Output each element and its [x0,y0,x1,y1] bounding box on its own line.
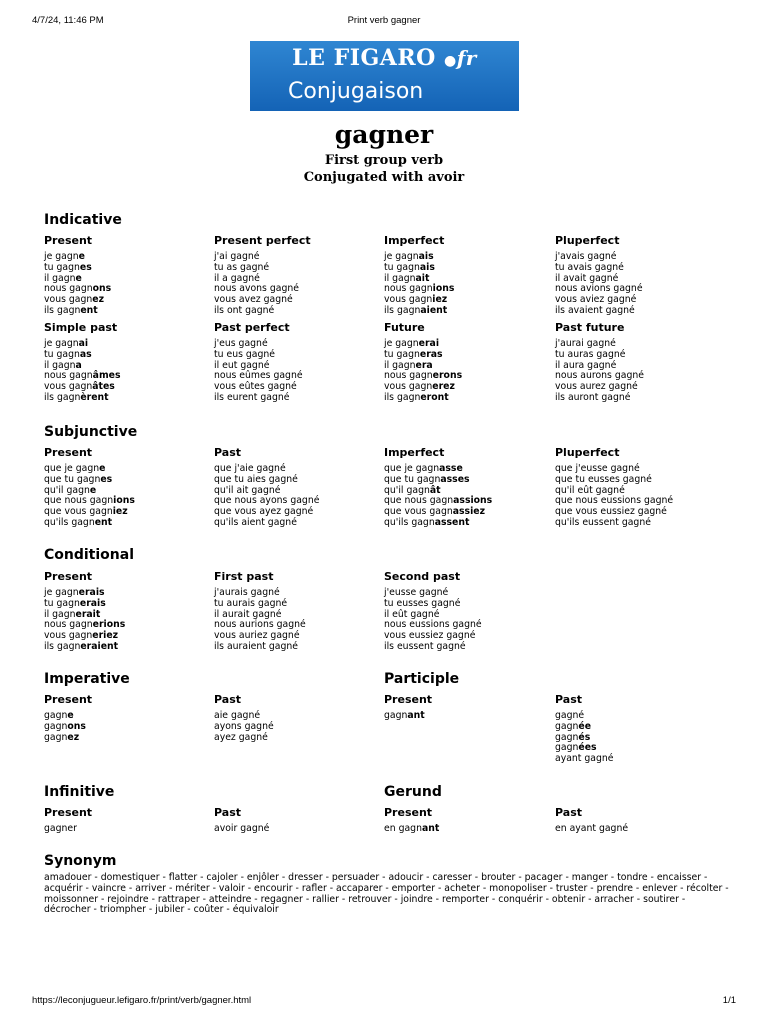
conjugated-form: que nous gagnions [44,495,135,507]
tense-block [555,234,720,317]
form-ending: ait [415,272,430,284]
conjugated-form: nous eûmes gagné [214,370,303,382]
conjugated-form: nous gagnons [44,283,112,295]
conjugated-form: je gagne [44,251,85,262]
form-ending: ât [429,484,441,496]
form-ending: erez [432,381,455,393]
tense-block [214,806,379,835]
tense-name: Present [384,693,433,706]
form-ending: e [67,710,74,721]
tense-name: Future [384,321,425,334]
tense-name: First past [214,570,274,583]
form-ending: âmes [92,370,121,382]
conjugated-form: il gagnera [384,359,433,371]
tense-block [44,321,209,404]
conjugated-form: que j'aie gagné [214,463,286,474]
conjugated-form: gagnées [555,742,597,754]
conjugated-form: tu gagnas [44,348,92,360]
mood-gerund: Gerund [384,784,442,800]
conjugated-form: qu'il gagnât [384,484,441,496]
conjugated-form: que nous gagnassions [384,495,493,507]
conjugated-form: que vous gagnassiez [384,506,485,518]
tense-name: Present [44,570,93,583]
form-ending: iez [432,294,448,306]
conjugated-form: tu gagnes [44,261,92,273]
conjugated-form: il eût gagné [384,608,440,620]
conjugated-form: gagnez [44,731,80,743]
conjugated-form: que j'eusse gagné [555,463,640,474]
tense-block [555,693,720,765]
conjugated-form: qu'ils eussent gagné [555,516,651,528]
conjugated-form: qu'il gagne [44,484,97,496]
conjugated-form: vous eûtes gagné [214,381,297,393]
form-ending: ant [407,710,425,721]
print-footer [32,995,736,1009]
conjugated-form: il gagnait [384,272,430,284]
conjugated-form: que nous ayons gagné [214,495,320,507]
conjugated-form: j'avais gagné [555,251,617,262]
conjugated-form: ils avaient gagné [555,304,635,316]
conjugated-form: tu as gagné [214,261,270,273]
form-ending: ées [578,742,597,754]
tense-name: Present [44,806,93,819]
conjugated-form: nous aurions gagné [214,619,306,631]
conjugated-form: vous auriez gagné [214,630,300,642]
tense-block [384,806,549,835]
form-ending: erai [418,338,440,349]
tense-block [44,570,209,653]
conjugated-form: nous gagnerons [384,370,463,382]
conjugated-form: nous gagnerions [44,619,126,631]
conjugated-form: tu gagnerais [44,597,106,609]
form-ending: erais [78,587,105,598]
form-ending: erions [92,619,126,631]
form-ending: ent [94,516,113,528]
conjugated-form: ils gagneraient [44,640,119,652]
conjugated-form: en gagnant [384,823,440,834]
tense-name: Past future [555,321,625,334]
form-ending: erait [75,608,101,620]
conjugated-form: vous aviez gagné [555,294,637,306]
tense-name: Past [214,693,241,706]
verb-group: First group verb [324,153,444,168]
mood-subjunctive: Subjunctive [44,424,138,440]
conjugated-form: je gagnais [384,251,434,262]
tense-name: Present perfect [214,234,311,247]
logo-brand: LE FIGARO ●fr [292,45,477,71]
form-ending: as [79,348,92,360]
form-ending: eras [419,348,443,360]
print-date: 4/7/24, 11:46 PM [32,15,104,26]
tense-block [214,321,379,404]
tense-name: Pluperfect [555,446,620,459]
tense-block [555,321,720,404]
form-ending: era [415,359,433,371]
conjugated-form: ayons gagné [214,720,274,732]
conjugated-form: nous gagnâmes [44,370,121,382]
conjugated-form: nous gagnions [384,283,455,295]
form-ending: a [75,359,82,371]
form-ending: ai [78,338,89,349]
tense-name: Imperfect [384,446,445,459]
le-figaro-conjugaison-logo[interactable] [250,41,519,111]
tense-name: Pluperfect [555,234,620,247]
tense-block [555,446,720,529]
conjugated-form: que je gagnasse [384,463,463,474]
tense-name: Second past [384,570,461,583]
conjugated-form: qu'il eût gagné [555,484,625,496]
conjugated-form: gagne [44,710,74,721]
conjugated-form: qu'il ait gagné [214,484,281,496]
tense-block [384,693,549,722]
conjugated-form: vous gagneriez [44,630,119,642]
conjugated-form: ils auront gagné [555,391,631,403]
verb-title: gagner [334,120,434,149]
tense-block [384,234,549,317]
conjugated-form: il aurait gagné [214,608,282,620]
tense-name: Simple past [44,321,118,334]
conjugated-form: vous gagniez [384,294,448,306]
mood-imperative: Imperative [44,671,130,687]
conjugated-form: qu'ils aient gagné [214,516,297,528]
tense-name: Past [214,446,241,459]
form-ending: ez [67,731,80,743]
conjugated-form: gagnés [555,731,591,743]
tense-block [384,446,549,529]
conjugated-form: tu auras gagné [555,348,626,360]
conjugated-form: il gagna [44,359,82,371]
conjugated-form: que tu aies gagné [214,473,298,485]
form-ending: e [75,272,82,284]
tense-block [214,570,379,653]
form-ending: e [99,463,106,474]
form-ending: ons [67,720,86,732]
form-ending: eriez [92,630,119,642]
conjugated-form: ils ont gagné [214,304,275,316]
mood-indicative: Indicative [44,212,122,228]
conjugated-form: tu gagnais [384,261,435,273]
conjugated-form: il aura gagné [555,359,617,371]
form-ending: ais [419,261,435,273]
conjugated-form: j'eusse gagné [384,587,449,598]
form-ending: ant [421,823,440,834]
conjugated-form: ils gagneront [384,391,449,403]
conjugated-form: aie gagné [214,710,261,721]
verb-auxiliary: Conjugated with avoir [303,170,465,185]
conjugated-form: que vous gagniez [44,506,128,518]
mood-infinitive: Infinitive [44,784,115,800]
form-ending: aient [420,304,448,316]
conjugated-form: tu aurais gagné [214,597,288,609]
tense-block [214,446,379,529]
conjugated-form: gagnons [44,720,86,732]
conjugated-form: ils eurent gagné [214,391,290,403]
conjugated-form: vous eussiez gagné [384,630,476,642]
conjugated-form: je gagnerais [44,587,105,598]
tense-name: Past [555,806,582,819]
conjugated-form: il a gagné [214,272,260,284]
conjugated-form: que vous ayez gagné [214,506,314,518]
form-ending: és [578,731,591,743]
conjugated-form: il eut gagné [214,359,270,371]
tense-name: Present [44,234,93,247]
conjugated-form: tu avais gagné [555,261,624,273]
conjugated-form: que tu eusses gagné [555,473,652,485]
conjugated-form: ils gagnent [44,304,98,316]
mood-participle: Participle [384,671,460,687]
page-number: 1/1 [722,995,736,1006]
conjugated-form: tu gagneras [384,348,443,360]
conjugated-form: qu'ils gagnent [44,516,113,528]
tense-block [44,806,209,835]
conjugated-form: vous gagnerez [384,381,455,393]
form-ending: èrent [80,391,109,403]
form-ending: ons [92,283,112,295]
conjugated-form: j'aurais gagné [214,587,280,598]
conjugated-form: que je gagne [44,463,106,474]
tense-name: Past [214,806,241,819]
tense-name: Imperfect [384,234,445,247]
conjugated-form: avoir gagné [214,823,270,834]
conjugated-form: que nous eussions gagné [555,495,674,507]
conjugated-form: tu eusses gagné [384,597,461,609]
tense-block [384,570,549,653]
conjugated-form: vous gagnez [44,294,104,306]
conjugated-form: que vous eussiez gagné [555,506,667,518]
conjugated-form: ils eussent gagné [384,640,466,652]
conjugated-form: nous aurons gagné [555,370,644,382]
tense-block [44,234,209,317]
conjugated-form: gagnant [384,710,425,721]
synonym-list: amadouer - domestiquer - flatter - cajoler - enjôler - dresser - persuader - adoucir - caresser - brouter - pacager - manger - tondre - encaisser - acquérir - vaincre - arriver - mériter - valoir - encourir - rafler - accaparer - emporter - acheter - monopoliser - truster - prendre - enlever - récolter - moissonner - rejoindre - rattraper - atteindre - regagner - rallier - retrouver - joindre - remporter - conquérir - obtenir - arracher - soutirer - décrocher - triompher - jubiler - coûter - équivaloir [44,872,729,916]
tense-block [555,806,720,835]
tense-name: Past [555,693,582,706]
conjugated-form: ils gagnaient [384,304,448,316]
conjugated-form: nous eussions gagné [384,619,482,631]
form-ending: ée [578,720,592,732]
conjugated-form: il gagne [44,272,82,284]
conjugated-form: en ayant gagné [555,823,629,834]
conjugated-form: ayez gagné [214,731,268,743]
form-ending: eront [420,391,449,403]
form-ending: iez [112,506,128,518]
form-ending: asses [440,473,470,485]
form-ending: ez [92,294,104,306]
conjugated-form: ils auraient gagné [214,640,298,652]
form-ending: e [89,484,97,496]
print-title: Print verb gagner [347,15,421,26]
form-ending: assent [434,516,470,528]
form-ending: ent [80,304,98,316]
form-ending: assiez [452,506,485,518]
mood-conditional: Conditional [44,547,135,563]
tense-block [214,693,379,743]
tense-name: Present [44,446,93,459]
logo-subtitle: Conjugaison [288,79,424,104]
conjugated-form: vous aurez gagné [555,381,638,393]
conjugated-form: vous avez gagné [214,294,293,306]
conjugated-form: j'eus gagné [214,338,268,349]
conjugated-form: vous gagnâtes [44,381,115,393]
tense-block [214,234,379,317]
form-ending: asse [439,463,463,474]
tense-name: Present [384,806,433,819]
conjugated-form: gagné [555,710,585,721]
conjugated-form: nous avions gagné [555,283,643,295]
conjugated-form: je gagnai [44,338,89,349]
form-ending: assions [453,495,493,507]
form-ending: erons [432,370,463,382]
print-header [32,15,736,29]
form-ending: ions [432,283,455,295]
tense-block [44,446,209,529]
form-ending: e [78,251,85,262]
tense-block [384,321,549,404]
conjugated-form: qu'ils gagnassent [384,516,470,528]
conjugated-form: ayant gagné [555,753,614,765]
conjugated-form: j'ai gagné [214,251,260,262]
conjugated-form: il gagnerait [44,608,101,620]
conjugated-form: gagner [44,823,77,834]
page-url[interactable]: https://leconjugueur.lefigaro.fr/print/verb/gagner.html [32,995,252,1006]
form-ending: ais [418,251,434,262]
conjugated-form: que tu gagnes [44,473,113,485]
conjugated-form: gagnée [555,720,592,732]
conjugated-form: ils gagnèrent [44,391,109,403]
form-ending: es [100,473,113,485]
conjugated-form: nous avons gagné [214,283,299,295]
tense-block [44,693,209,743]
form-ending: âtes [92,381,115,393]
form-ending: ions [113,495,135,507]
conjugated-form: j'aurai gagné [555,338,616,349]
form-ending: eraient [80,640,119,652]
conjugated-form: je gagnerai [384,338,440,349]
tense-name: Past perfect [214,321,290,334]
conjugated-form: que tu gagnasses [384,473,470,485]
conjugated-form: tu eus gagné [214,348,276,360]
form-ending: es [79,261,92,273]
form-ending: erais [79,597,106,609]
mood-synonym: Synonym [44,853,117,869]
conjugated-form: il avait gagné [555,272,619,284]
tense-name: Present [44,693,93,706]
